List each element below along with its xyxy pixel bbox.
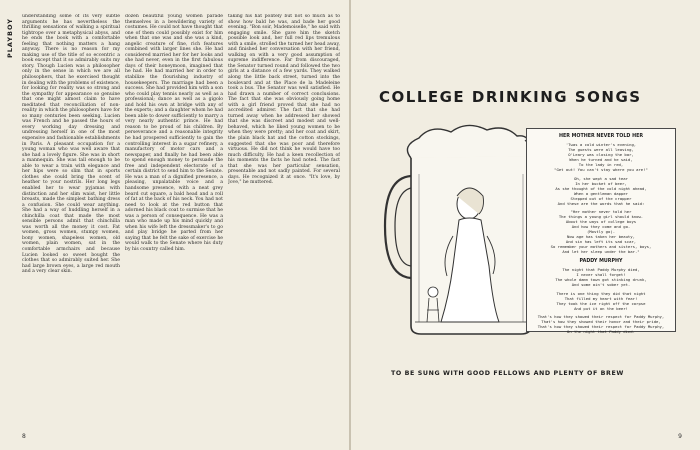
song1-verse-1: 'Twas a cold winter's evening, The guests were all leaving, O'Leary was closing the bar, When he turned and he said, To the lady in red, "Get out! You can't stay where you are!" bbox=[554, 142, 648, 172]
page-number-right: 9 bbox=[678, 433, 682, 440]
song1-verse-3: "Her mother never told her The things a young girl should know. About the ways of college boys And how they come and go. (Mostly go). Now age has taken her beauty, And sin has left its sad scar, So remember your mothers and sisters, boys, And let her sleep under the bar." bbox=[550, 209, 652, 254]
page-title: COLLEGE DRINKING SONGS bbox=[379, 88, 642, 106]
article-column-1: understanding some of its very subtle arguments he has nevertheless the thrilling sensations of walking a spiritual tightrope over a metaphysical abyss, and he ends the book with a comfortable feeling that nothing matters a hang anyway. There is no reason for my making use of the title of so eccentric a book except that it so admirably suits my story. Though Lucien was a philosopher only in the sense in which we are all philosophers, that he exercised thought in dealing with the problems of existence, for looking for reality was so strong and the sympathy for appearance so genuine that one might almost claim to have meditated that reconciliation of non-reality in which the philosophers have for so many centuries been seeking. Lucien was French and he passed the hours of every working day dressing and undressing herself in one of the most expensive and fashionable establishments in Paris. A pleasant occupation for a young woman who was well aware that she had a lovely figure. She was in short a mannequin. She was tall enough to be able to wear a train with elegance and her hips were so slim that in sports clothes she could bring the scent of heather to your nostrils. Her long legs enabled her to wear pyjamas with distinction and her slim waist, her little breasts, made the simplest bathing dress a confusion. She could wear anything. She had a way of huddling herself in a chinchilla coat that made the most sensible persons admit that chinchilla was worth all the money it cost. Fat women, gross women, stumpy women, bony women, shapeless women, old women, plain women, sat in the comfortable armchairs and because Lucien looked so sweet bought the clothes that so admirably suited her. She had large brown eyes, a large red mouth and a very clear skin. bbox=[22, 14, 120, 275]
left-page bbox=[0, 0, 349, 450]
song-title-her-mother: HER MOTHER NEVER TOLD HER bbox=[558, 134, 644, 139]
song2-verse-1: The night that Paddy Murphy died, I never shall forget! The whole damn town got stinking drunk, And some ain't sober yet. bbox=[555, 267, 647, 287]
tagline: TO BE SUNG WITH GOOD FELLOWS AND PLENTY OF BREW bbox=[391, 370, 624, 377]
illustration bbox=[371, 116, 683, 338]
song-title-paddy-murphy: PADDY MURPHY bbox=[579, 259, 623, 264]
article-column-2: dozen beautiful young women parade themselves in a bewildering variety of costumes. He could not have thought that one of them could possibly exist for him when that one was and she was a kind, angelic creature of fine, rich features combined with larger lines she. He had considered married her for her looks and she had never, even in the first fabulous days of their honeymoon, imagined that he had. He had married her in order to stabilize the flourishing industry of housekeepers. The marriage had been a success. She had provided him with a son who could play tennis nearly as well as a professional; dance as well as a gigolo and hold his own at bridge with any of the experts; and a daughter whom he had been able to dower sufficiently to marry a very nearly authentic prince. He had reason to be proud of his children. By perseverance and a reasonable integrity he had prospered sufficiently to gain the controlling interest in a sugar refinery, a manufactory of motor cars and a newspaper, and finally he had been able to spend enough money to persuade the free and independent electorate of a certain district to send him to the Senate. He was a man of a dignified presence, a pleasing, unpalatable voice and a handsome presence, with a neat grey beard cut square, a bald head and a roll of fat at the back of his neck. You had not need to look at the red button that adorned his black coat to surmise that he was a person of consequence. He was a man who made up his mind quickly and when his wife left the dressmaker's to go and play bridge he parted from her saying that he felt the sake of exercise he would walk to the Senate where his duty by his country called him. bbox=[125, 14, 223, 252]
song2-verse-2: There is one thing they did that night That filled my heart with fear! They took the ice right off the corpse And put it on the beer! bbox=[556, 290, 646, 311]
article-column-3: taking his hat politely but not so much as to show how bald he was, and bade her good evening. "Bon soir, Mademoiselle," he said with engaging smile. She gave him the sketch possible look and, her full red lips tremulous with a smile, strolled the turned her head away, and finished her conversation with her friend, walking on with a very good assumption of supreme indifference. Far from discouraged, the Senator turned round and followed the two girls at a distance of a few yards. They walked along the little back street, turned into the boulevard and at the Place de la Madeleine took a bus. The Senator was well satisfied. He had drawn a number of correct conclusions. The fact that she was obviously going home with a girl friend proved that she had no accredited admirer. The fact that she had turned away when he addressed her showed that she was discreet and modest and well-behaved, which he liked young women to be when they were pretty; and her coat and skirt, the plain black hat and the cotton stockings, suggested that she was poor and therefore virtuous. He did not think he would have too much difficulty. He had a keen recollection of his moments the facts he had noted. The fact that she was her particular sensation, presentable and not sadly painted. For several days. He recognized it at once. "It's love, by Jove," he muttered. bbox=[228, 14, 340, 186]
song2-verse-3: That's how they showed their respect for Paddy Murphy, That's how they showed their honor and their pride, That's how they showed their respect for Paddy Murphy, On the night that Paddy died. bbox=[537, 314, 665, 334]
song-lyrics-box bbox=[526, 128, 676, 332]
page-number-left: 8 bbox=[22, 433, 26, 440]
right-page bbox=[351, 0, 700, 450]
magazine-name: PLAYBOY bbox=[6, 18, 14, 58]
song1-verse-2: Oh, she wept a sad tear In her bucket of beer, As she thought of the cold night ahead, When a gentleman dapper Stepped out of the crapper And these are the words that he said: bbox=[555, 175, 647, 206]
